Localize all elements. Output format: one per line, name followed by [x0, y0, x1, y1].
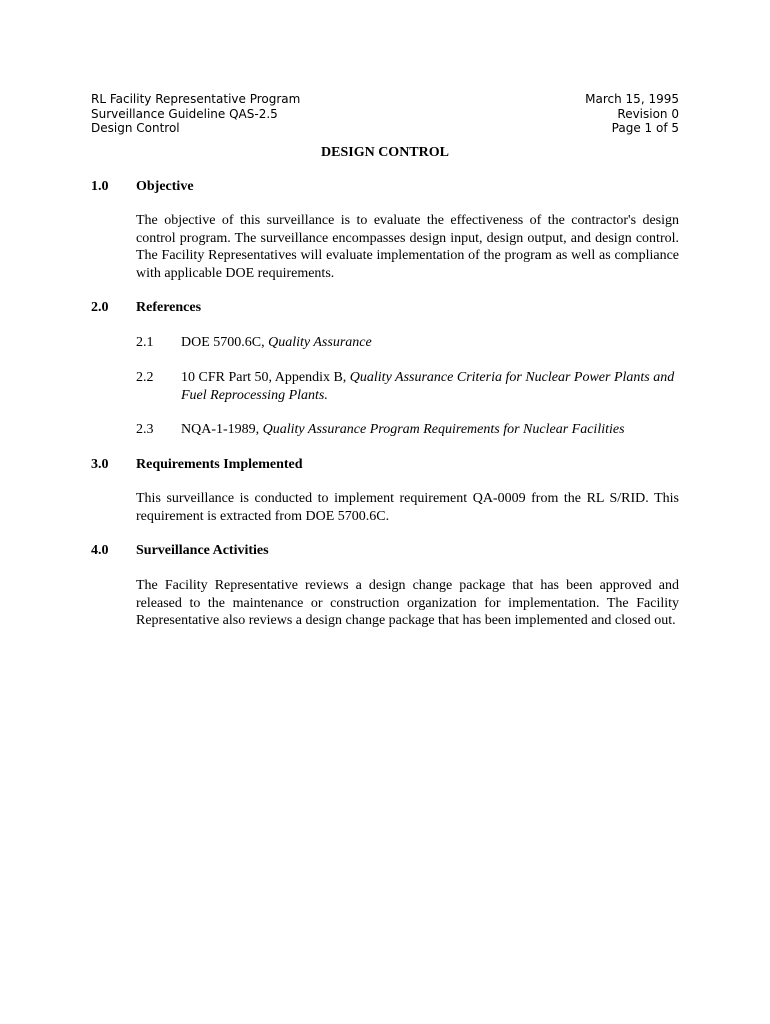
reference-1-prefix: DOE 5700.6C,: [181, 335, 269, 350]
reference-2-number: 2.2: [136, 370, 154, 385]
section-1-title: Objective: [136, 179, 194, 194]
section-3-title: Requirements Implemented: [136, 457, 303, 472]
reference-2-title: Quality Assurance Criteria for Nuclear Power Plants and Fuel Reprocessing Plants.: [181, 370, 675, 403]
section-3-number: 3.0: [91, 457, 109, 472]
section-2-title: References: [136, 300, 202, 315]
reference-2: [181, 369, 679, 404]
section-1-body: The objective of this surveillance is to evaluate the effectiveness of the contractor's design control program. The surveillance encompasses design input, design output, and design control. The Facility Representatives will evaluate implementation of the program as well as compliance with applicable DOE requirements.: [136, 213, 679, 281]
reference-1-title: Quality Assurance: [268, 335, 372, 350]
reference-3: [181, 421, 679, 439]
header-topic: Design Control: [91, 121, 180, 135]
reference-1-number: 2.1: [136, 335, 154, 350]
reference-3-number: 2.3: [136, 422, 154, 437]
section-3-body: This surveillance is conducted to implement requirement QA-0009 from the RL S/RID. This requirement is extracted from DOE 5700.6C.: [136, 491, 679, 524]
header-page-number: Page 1 of 5: [611, 121, 679, 135]
reference-3-title: Quality Assurance Program Requirements for Nuclear Facilities: [262, 422, 625, 437]
section-4-title: Surveillance Activities: [136, 543, 269, 558]
header-left: [91, 92, 300, 136]
section-2-number: 2.0: [91, 300, 109, 315]
header-date: March 15, 1995: [585, 92, 679, 106]
section-4-body: The Facility Representative reviews a design change package that has been approved and released to the maintenance or construction organization for implementation. The Facility Representative also reviews a design change package that has been implemented and closed out.: [136, 578, 679, 628]
document-title: DESIGN CONTROL: [321, 145, 449, 160]
section-4-number: 4.0: [91, 543, 109, 558]
header-guideline: Surveillance Guideline QAS-2.5: [91, 106, 278, 121]
section-1-number: 1.0: [91, 179, 109, 194]
header-revision: Revision 0: [617, 106, 679, 121]
header-program: RL Facility Representative Program: [91, 92, 301, 106]
reference-3-prefix: NQA-1-1989,: [181, 422, 263, 437]
reference-2-prefix: 10 CFR Part 50, Appendix B,: [181, 370, 350, 385]
header-right: [585, 92, 679, 136]
reference-1: [181, 334, 679, 352]
